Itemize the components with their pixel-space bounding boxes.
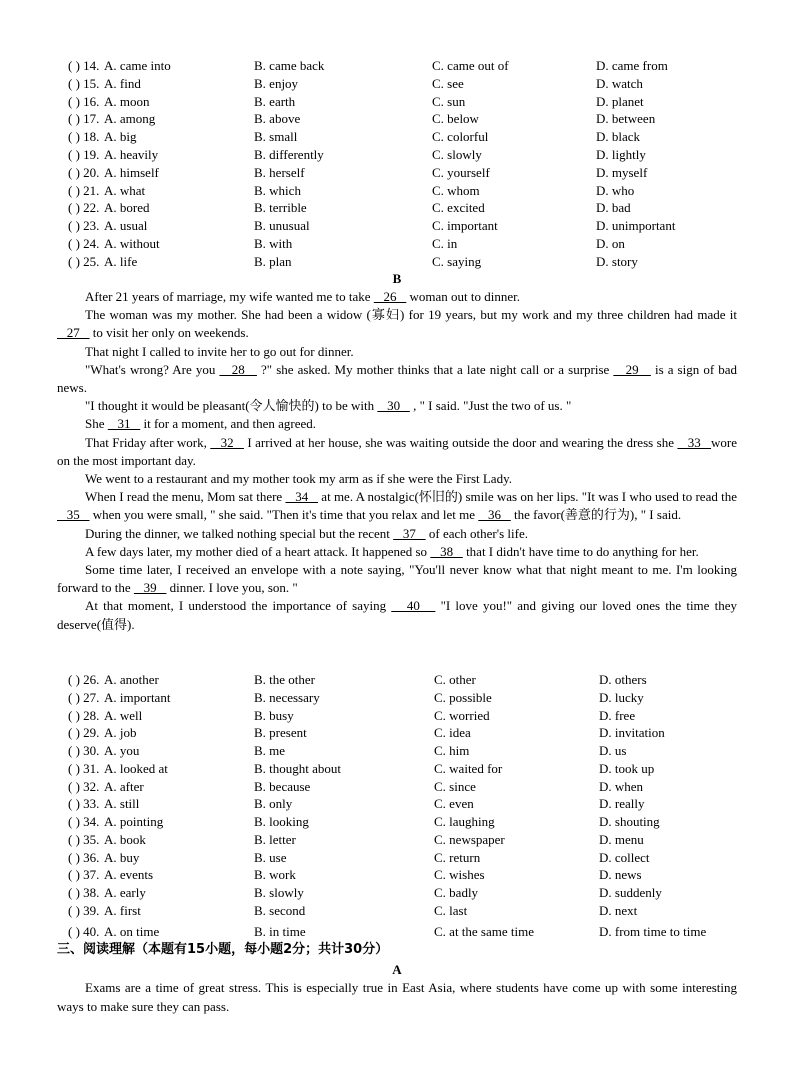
option-b[interactable]: B. because <box>254 778 311 794</box>
question-row <box>0 813 794 830</box>
option-b[interactable]: B. me <box>254 743 286 758</box>
blank-34[interactable]: 34 <box>285 489 319 505</box>
option-c[interactable]: C. waited for <box>434 760 503 776</box>
section-b-heading: B <box>392 271 402 286</box>
option-d[interactable]: D. from time to time <box>599 923 707 939</box>
answer-paren[interactable]: ( ) 21. <box>68 182 100 198</box>
option-d[interactable]: D. suddenly <box>599 885 662 900</box>
option-a[interactable]: A. heavily <box>104 147 159 162</box>
answer-paren[interactable]: ( ) 19. <box>68 147 100 162</box>
option-d[interactable]: D. unimportant <box>596 218 676 234</box>
passage-b-paragraph: "I thought it would be pleasant(令人愉快的) to be with 30 , " I said. "Just the two of us. " <box>85 398 572 414</box>
option-c[interactable]: C. see <box>432 75 464 91</box>
answer-paren[interactable]: ( ) 20. <box>68 164 100 180</box>
answer-paren[interactable]: ( ) 28. <box>68 707 100 723</box>
question-row <box>0 689 794 706</box>
answer-paren[interactable]: ( ) 25. <box>68 253 100 269</box>
option-a[interactable]: A. among <box>104 111 156 127</box>
option-c[interactable]: C. in <box>432 236 458 251</box>
passage-b-paragraph: After 21 years of marriage, my wife wanted me to take 26 woman out to dinner. <box>85 289 521 304</box>
question-row <box>0 164 794 181</box>
blank-36[interactable]: 36 <box>478 507 511 523</box>
answer-paren[interactable]: ( ) 15. <box>68 75 100 91</box>
passage-b-paragraph: At that moment, I understood the importance of saying 40 "I love you!" and giving our loved ones the time they deserve(值得). <box>57 598 738 632</box>
option-a[interactable]: A. without <box>104 236 160 251</box>
option-c[interactable]: C. him <box>434 743 470 758</box>
option-d[interactable]: D. black <box>596 129 641 145</box>
option-c[interactable]: C. possible <box>434 689 492 705</box>
option-a[interactable]: A. life <box>104 253 138 269</box>
option-b[interactable]: B. only <box>254 796 293 812</box>
option-d[interactable]: D. really <box>599 796 645 812</box>
option-d[interactable]: D. story <box>596 253 638 269</box>
option-b[interactable]: B. second <box>254 902 306 918</box>
question-row <box>0 182 794 199</box>
option-c[interactable]: C. whom <box>432 182 480 198</box>
option-d[interactable]: D. watch <box>596 75 643 91</box>
option-a[interactable]: A. pointing <box>104 814 164 829</box>
passage-b-paragraph: The woman was my mother. She had been a widow (寡妇) for 19 years, but my work and my three children had made it 27 to visit her only on weekends. <box>57 307 737 341</box>
option-c[interactable]: C. important <box>432 218 498 234</box>
blank-33[interactable]: 33 <box>677 434 712 450</box>
option-c[interactable]: C. colorful <box>432 129 489 145</box>
question-row <box>0 93 794 110</box>
option-d[interactable]: D. came from <box>596 58 668 73</box>
question-row <box>0 253 794 270</box>
option-d[interactable]: D. others <box>599 672 647 687</box>
option-d[interactable]: D. who <box>596 182 635 198</box>
answer-paren[interactable]: ( ) 22. <box>68 200 100 216</box>
option-b[interactable]: B. the other <box>254 672 316 687</box>
question-row <box>0 795 794 812</box>
answer-paren[interactable]: ( ) 23. <box>68 218 100 234</box>
option-c[interactable]: C. sun <box>432 93 466 109</box>
answer-paren[interactable]: ( ) 30. <box>68 743 100 758</box>
option-b[interactable]: B. busy <box>254 707 294 723</box>
option-d[interactable]: D. between <box>596 111 656 127</box>
option-d[interactable]: D. lightly <box>596 147 646 162</box>
passage-b-paragraph: When I read the menu, Mom sat there 34 at me. A nostalgic(怀旧的) smile was on her lips. "It was I who used to read the 35 when you were small, " she said. "Then it's time that you relax and let me 36 the favor(善意的行为), " I said. <box>57 489 737 523</box>
answer-paren[interactable]: ( ) 33. <box>68 796 100 812</box>
option-d[interactable]: D. us <box>599 743 627 758</box>
answer-paren[interactable]: ( ) 32. <box>68 778 100 794</box>
answer-paren[interactable]: ( ) 17. <box>68 111 100 127</box>
option-c[interactable]: C. slowly <box>432 147 482 162</box>
answer-paren[interactable]: ( ) 27. <box>68 689 100 705</box>
question-row <box>0 902 794 919</box>
answer-paren[interactable]: ( ) 29. <box>68 725 100 741</box>
answer-paren[interactable]: ( ) 38. <box>68 885 100 900</box>
option-d[interactable]: D. lucky <box>599 689 644 705</box>
option-d[interactable]: D. myself <box>596 164 648 180</box>
option-b[interactable]: B. with <box>254 236 293 251</box>
question-row <box>0 235 794 252</box>
blank-28[interactable]: 28 <box>219 361 257 377</box>
option-a[interactable]: A. early <box>104 885 146 900</box>
option-a[interactable]: A. well <box>104 707 143 723</box>
section-a-heading: A <box>392 962 402 977</box>
option-b[interactable]: B. thought about <box>254 760 342 776</box>
question-row <box>0 57 794 74</box>
question-row <box>0 199 794 216</box>
option-a[interactable]: A. you <box>104 743 140 758</box>
option-d[interactable]: D. collect <box>599 849 650 865</box>
option-a[interactable]: A. came into <box>104 58 171 73</box>
option-a[interactable]: A. first <box>104 902 141 918</box>
option-a[interactable]: A. important <box>104 689 171 705</box>
option-d[interactable]: D. planet <box>596 93 644 109</box>
option-c[interactable]: C. wishes <box>434 867 485 883</box>
option-c[interactable]: C. excited <box>432 200 485 216</box>
answer-paren[interactable]: ( ) 26. <box>68 672 100 687</box>
passage-b-paragraph: A few days later, my mother died of a heart attack. It happened so 38 that I didn't have time to do anything for her. <box>85 543 699 559</box>
option-c[interactable]: C. worried <box>434 707 490 723</box>
blank-29[interactable]: 29 <box>613 361 651 377</box>
answer-paren[interactable]: ( ) 34. <box>68 814 100 829</box>
option-c[interactable]: C. last <box>434 902 468 918</box>
question-row <box>0 760 794 777</box>
answer-paren[interactable]: ( ) 18. <box>68 129 100 145</box>
option-b[interactable]: B. looking <box>254 814 309 829</box>
option-c[interactable]: C. at the same time <box>434 923 535 939</box>
option-b[interactable]: B. which <box>254 182 301 198</box>
option-c[interactable]: C. even <box>434 796 474 812</box>
answer-paren[interactable]: ( ) 40. <box>68 923 100 939</box>
question-row <box>0 671 794 688</box>
option-b[interactable]: B. work <box>254 867 296 883</box>
question-row <box>0 146 794 163</box>
passage-a-paragraph: Exams are a time of great stress. This is especially true in East Asia, where students have come up with some interesting ways to make sure they can pass. <box>57 980 737 1014</box>
option-d[interactable]: D. when <box>599 778 644 794</box>
answer-paren[interactable]: ( ) 31. <box>68 760 100 776</box>
question-row <box>0 849 794 866</box>
section-3-title: 三、阅读理解（本题有15小题，每小题2分；共计30分） <box>57 942 389 957</box>
answer-paren[interactable]: ( ) 36. <box>68 849 100 865</box>
passage-b-paragraph: "What's wrong? Are you 28 ?" she asked. My mother thinks that a late night call or a surprise 29 is a sign of bad news. <box>57 361 737 396</box>
answer-paren[interactable]: ( ) 16. <box>68 93 100 109</box>
option-a[interactable]: A. events <box>104 867 154 883</box>
option-c[interactable]: C. newspaper <box>434 831 505 847</box>
passage-b <box>57 288 737 634</box>
option-b[interactable]: B. enjoy <box>254 75 299 91</box>
option-d[interactable]: D. bad <box>596 200 631 216</box>
option-c[interactable]: C. badly <box>434 885 479 900</box>
question-row <box>0 217 794 234</box>
option-b[interactable]: B. came back <box>254 58 325 73</box>
option-a[interactable]: A. looked at <box>104 760 168 776</box>
answer-paren[interactable]: ( ) 37. <box>68 867 100 883</box>
option-c[interactable]: C. return <box>434 849 481 865</box>
option-a[interactable]: A. after <box>104 778 144 794</box>
blank-35[interactable]: 35 <box>57 507 90 523</box>
question-row <box>0 724 794 741</box>
answer-paren[interactable]: ( ) 35. <box>68 831 100 847</box>
option-d[interactable]: D. menu <box>599 831 644 847</box>
blank-37[interactable]: 37 <box>393 525 426 541</box>
option-b[interactable]: B. slowly <box>254 885 304 900</box>
blank-38[interactable]: 38 <box>430 543 463 559</box>
option-a[interactable]: A. still <box>104 796 140 812</box>
blank-39[interactable]: 39 <box>133 580 167 596</box>
option-a[interactable]: A. buy <box>104 849 140 865</box>
answer-paren[interactable]: ( ) 14. <box>68 58 100 73</box>
blank-31[interactable]: 31 <box>107 416 141 432</box>
option-b[interactable]: B. unusual <box>254 218 310 234</box>
option-a[interactable]: A. find <box>104 75 141 91</box>
option-b[interactable]: B. necessary <box>254 689 320 705</box>
blank-40[interactable]: 40 <box>391 598 436 614</box>
option-b[interactable]: B. plan <box>254 253 292 269</box>
answer-paren[interactable]: ( ) 39. <box>68 902 100 918</box>
question-row <box>0 778 794 795</box>
option-b[interactable]: B. earth <box>254 93 296 109</box>
option-d[interactable]: D. next <box>599 902 638 918</box>
question-row <box>0 707 794 724</box>
question-row <box>0 128 794 145</box>
blank-32[interactable]: 32 <box>210 434 244 450</box>
option-c[interactable]: C. came out of <box>432 58 509 73</box>
option-b[interactable]: B. differently <box>254 147 324 162</box>
question-row <box>0 884 794 901</box>
answer-paren[interactable]: ( ) 24. <box>68 236 100 251</box>
passage-b-paragraph: Some time later, I received an envelope with a note saying, "You'll never know what that night meant to me. I'm looking forward to the 39 dinner. I love you, son. " <box>57 562 737 596</box>
option-c[interactable]: C. yourself <box>432 164 490 180</box>
option-b[interactable]: B. above <box>254 111 301 127</box>
option-b[interactable]: B. present <box>254 725 307 741</box>
option-b[interactable]: B. terrible <box>254 200 307 216</box>
blank-26[interactable]: 26 <box>373 289 407 304</box>
question-row <box>0 742 794 759</box>
option-d[interactable]: D. on <box>596 236 625 251</box>
option-a[interactable]: A. book <box>104 831 146 847</box>
blank-30[interactable]: 30 <box>377 398 410 414</box>
option-a[interactable]: A. another <box>104 672 159 687</box>
option-d[interactable]: D. took up <box>599 760 655 776</box>
passage-b-paragraph: That Friday after work, 32 I arrived at her house, she was waiting outside the door and wearing the dress she 33 wore on the most important day. <box>57 434 738 468</box>
option-d[interactable]: D. free <box>599 707 636 723</box>
passage-b-paragraph: That night I called to invite her to go out for dinner. <box>85 343 354 359</box>
question-row <box>0 75 794 92</box>
passage-a <box>57 979 737 1016</box>
option-c[interactable]: C. saying <box>432 253 482 269</box>
option-c[interactable]: C. idea <box>434 725 471 741</box>
passage-b-paragraph: She 31 it for a moment, and then agreed. <box>85 416 317 432</box>
option-b[interactable]: B. herself <box>254 164 305 180</box>
option-b[interactable]: B. small <box>254 129 298 145</box>
option-c[interactable]: C. other <box>434 672 476 687</box>
option-a[interactable]: A. usual <box>104 218 148 234</box>
passage-b-paragraph: During the dinner, we talked nothing special but the recent 37 of each other's life. <box>85 525 528 541</box>
passage-b-paragraph: We went to a restaurant and my mother took my arm as if she were the First Lady. <box>85 471 512 487</box>
option-b[interactable]: B. letter <box>254 831 296 847</box>
option-a[interactable]: A. job <box>104 725 137 741</box>
option-a[interactable]: A. moon <box>104 93 150 109</box>
option-a[interactable]: A. what <box>104 182 146 198</box>
option-b[interactable]: B. in time <box>254 923 306 939</box>
option-b[interactable]: B. use <box>254 849 287 865</box>
option-d[interactable]: D. shouting <box>599 814 660 829</box>
question-row <box>0 866 794 883</box>
option-a[interactable]: A. bored <box>104 200 150 216</box>
option-a[interactable]: A. big <box>104 129 137 145</box>
option-c[interactable]: C. below <box>432 111 479 127</box>
question-row <box>0 110 794 127</box>
option-c[interactable]: C. since <box>434 778 476 794</box>
question-row <box>0 923 794 940</box>
option-a[interactable]: A. himself <box>104 164 159 180</box>
option-c[interactable]: C. laughing <box>434 814 495 829</box>
option-d[interactable]: D. news <box>599 867 642 883</box>
option-a[interactable]: A. on time <box>104 923 160 939</box>
option-d[interactable]: D. invitation <box>599 725 665 741</box>
blank-27[interactable]: 27 <box>57 325 90 341</box>
question-row <box>0 831 794 848</box>
